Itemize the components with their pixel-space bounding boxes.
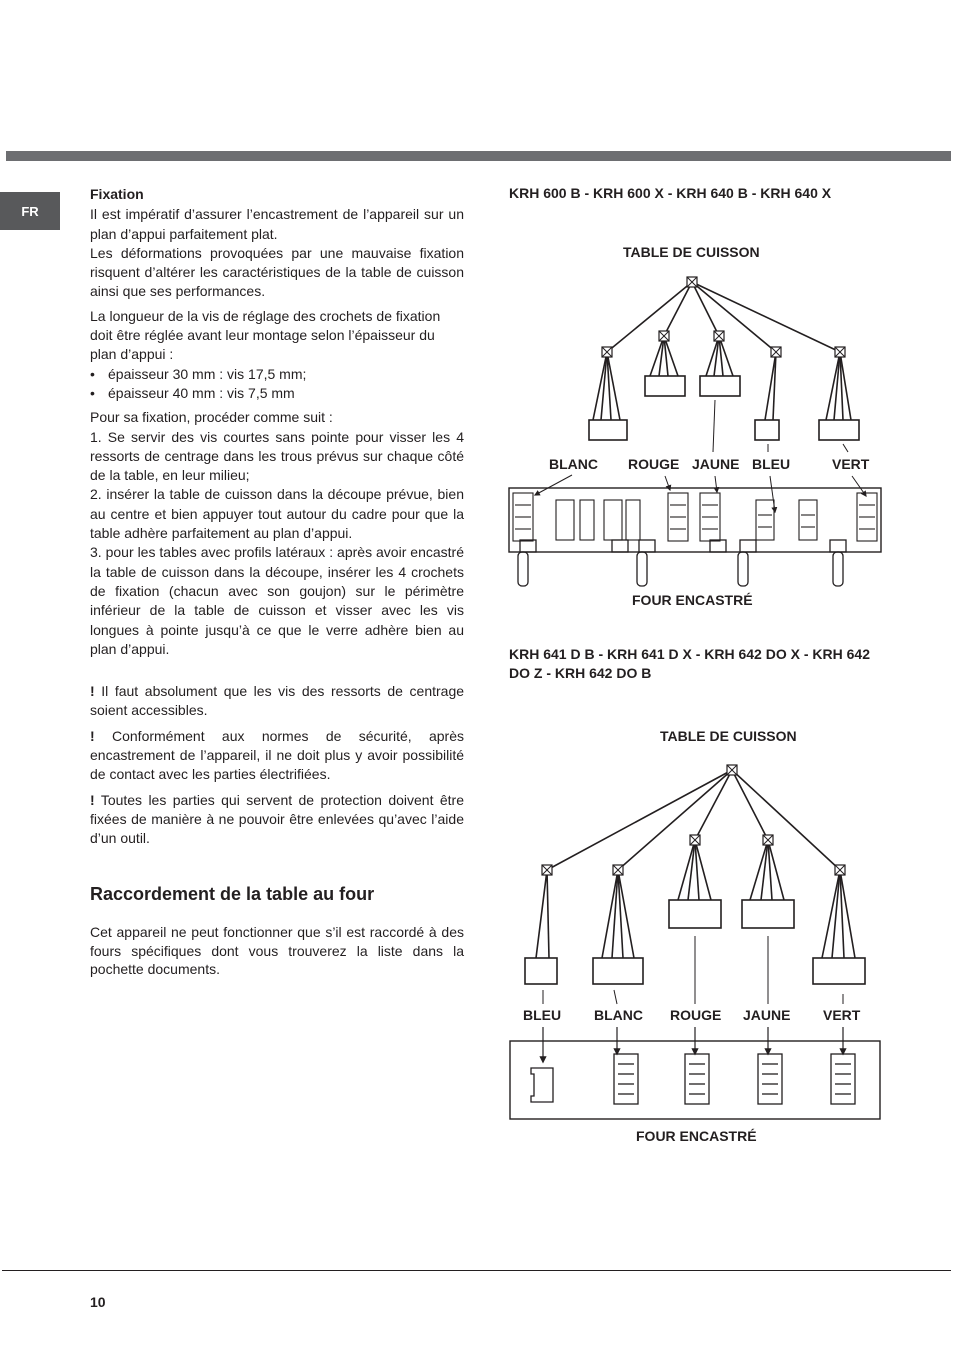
fixation-p1b: Les déformations provoquées par une mauvaise fixation risquent d’altérer les caractéristiques de la table de cuisson ainsi que ses performances. bbox=[90, 244, 464, 300]
diagram1-wire-label: ROUGE bbox=[628, 456, 680, 472]
diagram2 bbox=[510, 770, 880, 1119]
diagram1-wire-label: VERT bbox=[832, 456, 870, 472]
footer-rule bbox=[2, 1270, 951, 1271]
diagram1-models: KRH 600 B - KRH 600 X - KRH 640 B - KRH 640 X bbox=[509, 185, 832, 201]
diagram2-wire-label: VERT bbox=[823, 1007, 861, 1023]
diagram2-wire-label: BLEU bbox=[523, 1007, 562, 1023]
raccordement-title: Raccordement de la table au four bbox=[90, 884, 375, 904]
warning-note: ! Toutes les parties qui servent de protection doivent être fixées de manière à ne pouvoir être enlevées qu’avec l’aide d’un outil. bbox=[90, 791, 464, 847]
bullet-item: • épaisseur 40 mm : vis 7,5 mm bbox=[90, 384, 295, 401]
fixation-p1a: Il est impératif d’assurer l’encastrement de l’appareil sur un plan d’appui parfaitement plat. bbox=[90, 206, 464, 242]
diagram1-wire-label: BLEU bbox=[752, 456, 791, 472]
diagram1-bottom-label: FOUR ENCASTRÉ bbox=[632, 592, 753, 608]
fixation-p3: Pour sa fixation, procéder comme suit : bbox=[90, 409, 333, 426]
diagram2-top-label: TABLE DE CUISSON bbox=[660, 728, 797, 744]
diagram2-wire-label: BLANC bbox=[594, 1007, 643, 1023]
fixation-step1: 1. Se servir des vis courtes sans pointe pour visser les 4 ressorts de centrage dans les trous prévus sur chaque côté de la table, en leur milieu; bbox=[90, 428, 464, 484]
warning-note: ! Il faut absolument que les vis des ressorts de centrage soient accessibles. bbox=[90, 683, 465, 719]
diagram2-bottom-label: FOUR ENCASTRÉ bbox=[636, 1128, 757, 1144]
diagram2-wire-label: ROUGE bbox=[670, 1007, 722, 1023]
diagram1 bbox=[509, 282, 881, 586]
diagram2-wire-label: JAUNE bbox=[743, 1007, 791, 1023]
page-number: 10 bbox=[90, 1294, 106, 1310]
diagram2-models: KRH 641 D B - KRH 641 D X - KRH 642 DO X - KRH 642 DO Z - KRH 642 DO B bbox=[509, 646, 870, 681]
raccordement-body: Cet appareil ne peut fonctionner que s’il est raccordé à des fours spécifiques dont vous trouverez la liste dans la pochette documents. bbox=[90, 924, 464, 977]
fixation-title: Fixation bbox=[90, 186, 144, 202]
bullet-item: • épaisseur 30 mm : vis 17,5 mm; bbox=[90, 365, 307, 382]
fixation-p2: La longueur de la vis de réglage des crochets de fixation doit être réglée avant leur montage selon l’épaisseur du plan d’appui : bbox=[90, 307, 441, 363]
warning-note: ! Conformément aux normes de sécurité, après encastrement de l’appareil, il ne doit plus y avoir possibilité de contact avec les parties électrifiées. bbox=[90, 727, 464, 783]
language-tab: FR bbox=[0, 192, 60, 230]
diagram1-wire-label: BLANC bbox=[549, 456, 598, 472]
fixation-step2: 2. insérer la table de cuisson dans la découpe prévue, bien au centre et bien appuyer tout autour du cadre pour que la table adhère parfaitement au plan d’appui. bbox=[90, 486, 464, 542]
diagram1-wire-label: JAUNE bbox=[692, 456, 740, 472]
fixation-step3: 3. pour les tables avec profils latéraux : après avoir encastré la table de cuisson dans la découpe, insérer les 4 crochets de fixation (chacun avec son goujon) sur le périmètre inférieur de la table de cuisson et visser avec les vis longues à pointe jusqu’à ce que le verre adhère bien au plan d’appui. bbox=[90, 544, 464, 657]
diagram1-top-label: TABLE DE CUISSON bbox=[623, 244, 760, 260]
